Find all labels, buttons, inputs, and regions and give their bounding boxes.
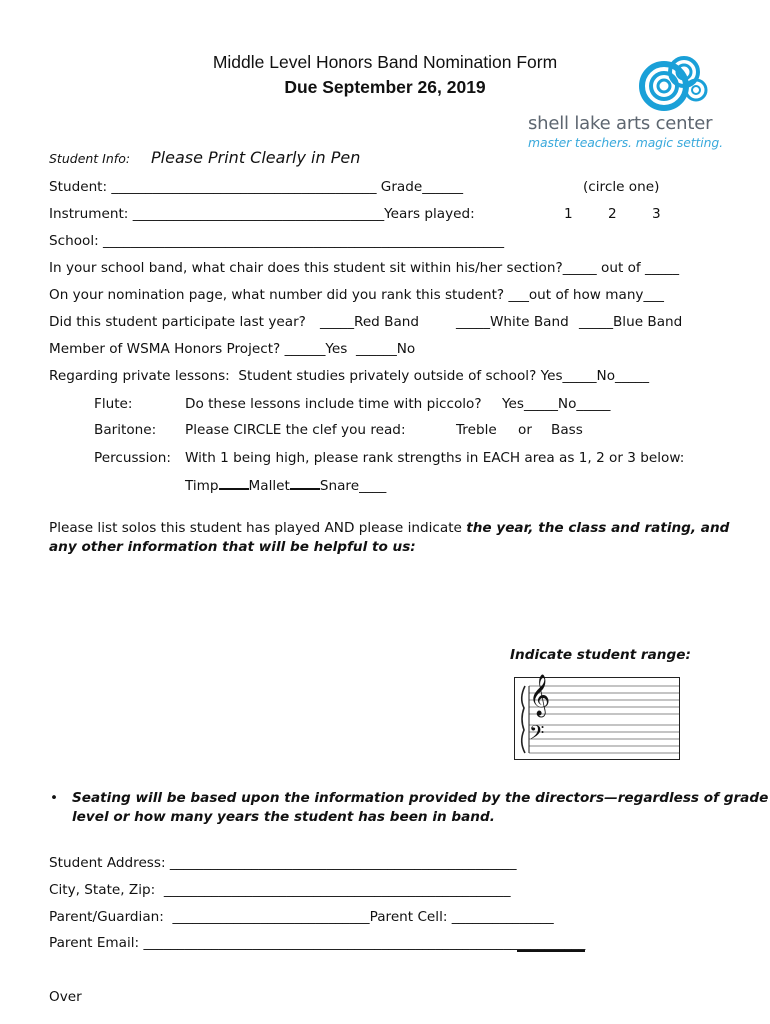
- white-band-option[interactable]: _____White Band: [456, 314, 569, 330]
- percussion-label: Percussion:: [94, 450, 171, 466]
- parent-email-blank[interactable]: __________________________: [340, 935, 518, 951]
- flute-label: Flute:: [94, 396, 133, 412]
- year-option-2[interactable]: 2: [608, 206, 617, 222]
- city-state-zip-line[interactable]: City, State, Zip: ___________________________________________________: [49, 882, 511, 898]
- percussion-rank-line[interactable]: [185, 478, 386, 494]
- student-address-line[interactable]: Student Address: ___________________________________________________: [49, 855, 517, 871]
- year-option-3[interactable]: 3: [652, 206, 661, 222]
- mallet-blank[interactable]: [290, 478, 320, 490]
- treble-option[interactable]: Treble: [456, 422, 497, 438]
- percussion-question: With 1 being high, please rank strengths in EACH area as 1, 2 or 3 below:: [185, 450, 685, 466]
- bullet: •: [50, 790, 59, 806]
- timp-blank[interactable]: [219, 478, 249, 490]
- parent-email-blank-end[interactable]: __________: [517, 935, 586, 951]
- bass-option[interactable]: Bass: [551, 422, 583, 438]
- circle-one-label: (circle one): [583, 179, 660, 195]
- baritone-label: Baritone:: [94, 422, 157, 438]
- solos-instruction-line2: any other information that will be helpful to us:: [49, 539, 416, 555]
- chair-question[interactable]: In your school band, what chair does this student sit within his/her section?_____ out of _____: [49, 260, 680, 276]
- over-label: Over: [49, 989, 82, 1005]
- grand-staff[interactable]: [514, 677, 680, 760]
- solos-text-emphasis: the year, the class and rating, and: [466, 520, 730, 536]
- print-clearly-note: Please Print Clearly in Pen: [151, 148, 361, 167]
- rank-question[interactable]: On your nomination page, what number did you rank this student? ___out of how many___: [49, 287, 664, 303]
- snare-label: Snare____: [319, 478, 387, 494]
- year-option-1[interactable]: 1: [564, 206, 573, 222]
- treble-clef-icon: 𝄞: [529, 675, 551, 716]
- mallet-label: Mallet: [248, 478, 290, 494]
- range-label: Indicate student range:: [510, 647, 691, 663]
- or-label: or: [518, 422, 532, 438]
- red-band-option[interactable]: _____Red Band: [320, 314, 420, 330]
- solos-text-plain: Please list solos this student has played AND please indicate: [49, 520, 467, 536]
- school-line[interactable]: School: ___________________________________________________________: [49, 233, 505, 249]
- logo-rings-icon: [636, 50, 716, 112]
- timp-label: Timp: [185, 478, 219, 494]
- student-name-line[interactable]: Student: _______________________________________ Grade______: [49, 179, 464, 195]
- flute-answer[interactable]: Yes_____No_____: [502, 396, 611, 412]
- blue-band-option[interactable]: _____Blue Band: [579, 314, 683, 330]
- parent-email-line[interactable]: [49, 935, 585, 952]
- logo-name: shell lake arts center: [528, 113, 713, 134]
- instrument-line[interactable]: Instrument: _____________________________________Years played:: [49, 206, 475, 222]
- private-lessons-question[interactable]: Regarding private lessons: Student studies privately outside of school? Yes_____No_____: [49, 368, 650, 384]
- parent-guardian-line[interactable]: Parent/Guardian: _____________________________Parent Cell: _______________: [49, 909, 554, 925]
- student-info-label: Student Info:: [49, 151, 131, 166]
- form-title: Middle Level Honors Band Nomination Form: [212, 52, 558, 72]
- solos-instruction-line1: [49, 520, 729, 536]
- parent-email-label: Parent Email: _____________________________: [49, 935, 341, 951]
- logo-tagline: master teachers. magic setting.: [528, 135, 723, 150]
- bass-clef-icon: 𝄢: [529, 721, 545, 749]
- baritone-question: Please CIRCLE the clef you read:: [185, 422, 406, 438]
- seating-note-line2: level or how many years the student has been in band.: [72, 809, 495, 825]
- seating-note-line1: Seating will be based upon the information provided by the directors—regardless of grade: [72, 790, 769, 806]
- due-date: Due September 26, 2019: [284, 77, 486, 97]
- last-year-question: Did this student participate last year?: [49, 314, 306, 330]
- flute-question: Do these lessons include time with piccolo?: [185, 396, 482, 412]
- logo: [636, 50, 716, 112]
- wsma-question[interactable]: Member of WSMA Honors Project? ______Yes ______No: [49, 341, 416, 357]
